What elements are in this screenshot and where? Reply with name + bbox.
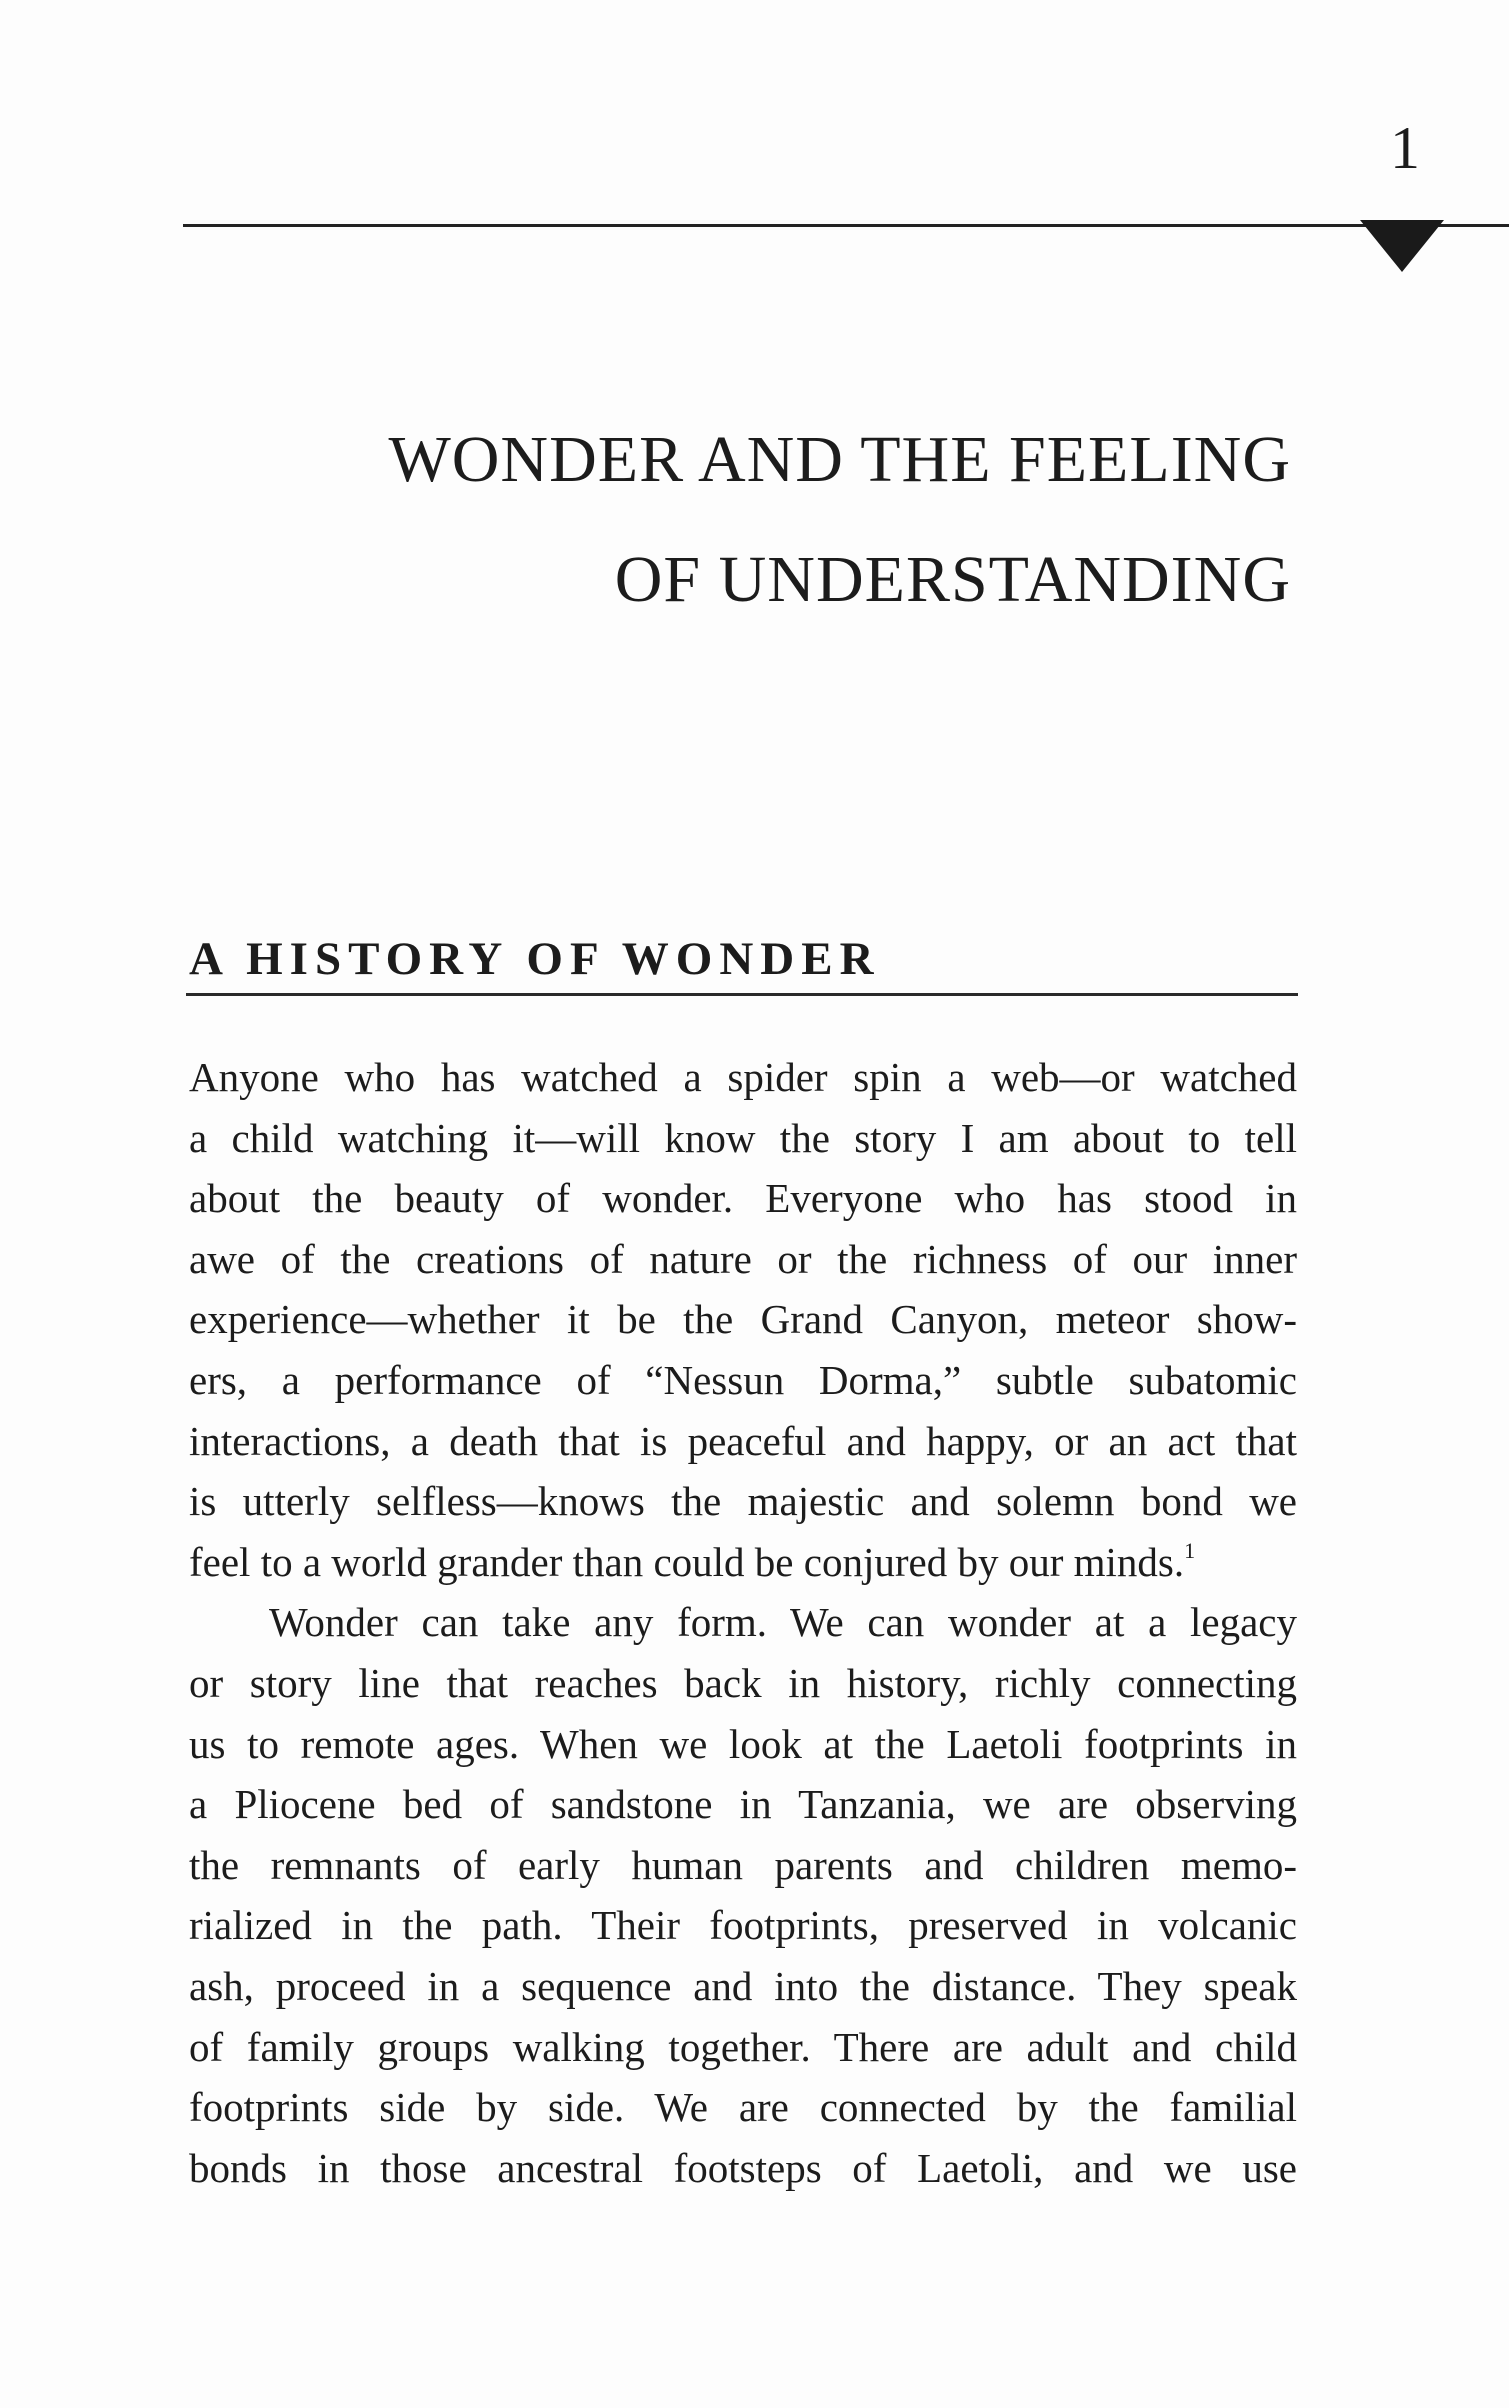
body-text [189, 1047, 1297, 2198]
footnote-reference[interactable]: 1 [1184, 1537, 1196, 1563]
text-line: or story line that reaches back in history, richly connecting [189, 1659, 1297, 1706]
chapter-marker-triangle-icon [1360, 220, 1444, 272]
text-line: of family groups walking together. There are adult and child [189, 2023, 1297, 2070]
text-line: ers, a performance of “Nessun Dorma,” subtle subatomic [189, 1356, 1297, 1403]
text-line: is utterly selfless—knows the majestic and solemn bond we [189, 1478, 1297, 1525]
text-line-with-footnote [189, 1532, 1297, 1593]
text-line: a Pliocene bed of sandstone in Tanzania, we are observing [189, 1781, 1297, 1828]
text-line: feel to a world grander than could be conjured by our minds. [189, 1538, 1185, 1585]
text-line: a child watching it—will know the story I am about to tell [189, 1114, 1297, 1161]
chapter-title [191, 400, 1291, 640]
text-line: experience—whether it be the Grand Canyon, meteor show- [189, 1296, 1297, 1343]
text-line: interactions, a death that is peaceful and happy, or an act that [189, 1417, 1297, 1464]
chapter-title-line: WONDER AND THE FEELING [388, 423, 1291, 496]
text-line: bonds in those ancestral footsteps of Laetoli, and we use [189, 2144, 1297, 2191]
text-line: footprints side by side. We are connected by the familial [189, 2084, 1297, 2131]
text-line: ash, proceed in a sequence and into the distance. They speak [189, 1962, 1297, 2009]
text-line: Anyone who has watched a spider spin a web—or watched [189, 1054, 1297, 1100]
text-line: about the beauty of wonder. Everyone who has stood in [189, 1175, 1297, 1222]
text-line: us to remote ages. When we look at the Laetoli footprints in [189, 1720, 1297, 1767]
chapter-title-line: OF UNDERSTANDING [614, 543, 1291, 616]
text-line: the remnants of early human parents and children memo- [189, 1841, 1297, 1888]
text-line: Wonder can take any form. We can wonder at a legacy [269, 1599, 1297, 1646]
section-heading: A HISTORY OF WONDER [189, 933, 881, 985]
chapter-number: 1 [1390, 115, 1420, 181]
text-line: rialized in the path. Their footprints, preserved in volcanic [189, 1902, 1297, 1949]
chapter-rule [183, 224, 1509, 227]
section-rule [186, 993, 1298, 996]
text-line: awe of the creations of nature or the richness of our inner [189, 1235, 1297, 1282]
